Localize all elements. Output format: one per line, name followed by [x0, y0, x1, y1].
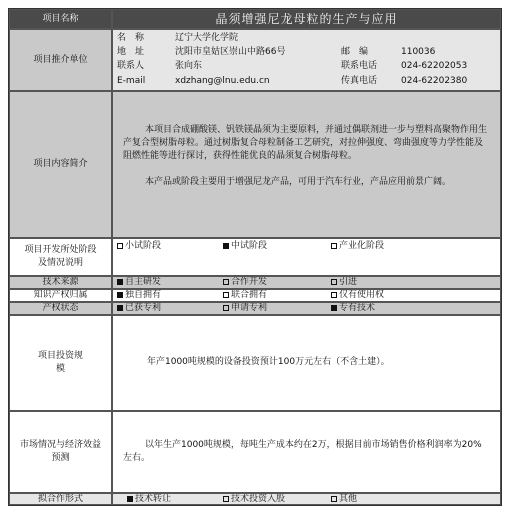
unit-address-value: 沈阳市皇姑区崇山中路66号 — [175, 47, 286, 57]
investment-text: 年产1000吨规模的设备投资预计100万元左右（不含土建）。 — [147, 357, 390, 367]
unit-contact-value: 张向东 — [175, 61, 203, 71]
checkbox-icon — [331, 292, 337, 298]
cooperation-option-equity[interactable]: 技术投资入股 — [223, 494, 285, 505]
ip-owner-option-sole[interactable]: 独自拥有 — [117, 290, 161, 301]
ip-owner-label: 知识产权归属 — [33, 290, 88, 300]
ip-status-option-applying[interactable]: 申请专利 — [223, 303, 267, 314]
cooperation-option-other[interactable]: 其他 — [331, 494, 357, 505]
unit-label: 项目推介单位 — [33, 54, 88, 65]
stage-option-pilot-mid[interactable]: 中试阶段 — [223, 241, 267, 252]
investment-text-cell — [112, 315, 501, 411]
ip-status-option-patented[interactable]: 已获专利 — [117, 303, 161, 314]
header-label: 项目名称 — [42, 13, 79, 24]
content-paragraph-2: 本产品或阶段主要用于增强尼龙产品，可用于汽车行业，产品应用前景广阔。 — [145, 177, 452, 187]
stage-options-cell — [112, 238, 501, 276]
checkbox-checked-icon — [223, 243, 229, 249]
ip-status-options-cell — [112, 302, 501, 315]
unit-name-key: 名 称 — [117, 33, 145, 43]
unit-phone-key: 联系电话 — [341, 61, 378, 71]
content-text-cell — [112, 91, 501, 238]
stage-label: 项目开发所处阶段及情况说明 — [24, 245, 97, 268]
content-paragraph-1: 本项目合成硼酸镁、钒铁镁晶须为主要原料，并通过偶联剂进一步与塑料高聚物作用生产复合型树脂母粒。通过树脂复合母粒制备工艺研究，对拉伸强度、弯曲强度等力学性能及阻燃性能等进行探讨，获得性能优良的晶须复合树脂母粒。 — [123, 125, 488, 161]
market-label-cell — [9, 411, 112, 493]
ip-owner-option-joint[interactable]: 联合拥有 — [223, 290, 267, 301]
investment-label: 项目投资规模 — [37, 351, 83, 374]
market-text-cell — [112, 411, 501, 493]
stage-option-pilot-small[interactable]: 小试阶段 — [117, 241, 161, 252]
content-label-cell — [9, 91, 112, 238]
stage-label-cell — [9, 238, 112, 276]
cooperation-option-transfer[interactable]: 技术转让 — [127, 494, 171, 505]
header-title-cell — [112, 9, 501, 29]
unit-postcode-value: 110036 — [401, 47, 436, 57]
market-text: 以年生产1000吨规模，每吨生产成本约在2万，根据目前市场销售价格利润率为20%左右。 — [123, 440, 482, 463]
project-title: 晶须增强尼龙母粒的生产与应用 — [215, 11, 398, 26]
unit-fax-value: 024-62202380 — [401, 76, 468, 86]
ip-status-label: 产权状态 — [42, 303, 79, 313]
unit-postcode-key: 邮 编 — [341, 47, 369, 57]
tech-source-option-joint[interactable]: 合作开发 — [223, 277, 267, 288]
unit-label-cell — [9, 29, 112, 91]
unit-name-value: 辽宁大学化学院 — [175, 33, 239, 43]
checkbox-checked-icon — [117, 292, 123, 298]
checkbox-icon — [223, 305, 229, 311]
checkbox-checked-icon — [127, 496, 133, 502]
checkbox-checked-icon — [331, 305, 337, 311]
unit-phone-value: 024-62202053 — [401, 61, 468, 71]
tech-source-option-self[interactable]: 自主研发 — [117, 277, 161, 288]
ip-status-label-cell — [9, 302, 112, 315]
unit-fax-key: 传真电话 — [341, 76, 378, 86]
tech-source-label-cell — [9, 276, 112, 289]
cooperation-label-cell — [9, 493, 112, 505]
checkbox-icon — [331, 243, 337, 249]
unit-contact-key: 联系人 — [117, 61, 145, 71]
checkbox-checked-icon — [117, 305, 123, 311]
ip-status-option-proprietary[interactable]: 专有技术 — [331, 303, 375, 314]
unit-address-key: 地 址 — [117, 47, 145, 57]
unit-info-cell — [112, 29, 501, 91]
project-form — [8, 8, 502, 506]
cooperation-label: 拟合作形式 — [37, 493, 83, 504]
checkbox-icon — [117, 243, 123, 249]
ip-owner-option-use-only[interactable]: 仅有使用权 — [331, 290, 384, 301]
tech-source-options-cell — [112, 276, 501, 289]
checkbox-icon — [223, 279, 229, 285]
tech-source-label: 技术来源 — [42, 277, 79, 287]
unit-email-key: E-mail — [117, 76, 146, 86]
ip-owner-options-cell — [112, 289, 501, 302]
market-label: 市场情况与经济效益预测 — [19, 440, 101, 463]
tech-source-option-import[interactable]: 引进 — [331, 277, 357, 288]
investment-label-cell — [9, 315, 112, 411]
header-label-cell — [9, 9, 112, 29]
checkbox-icon — [331, 279, 337, 285]
checkbox-icon — [223, 292, 229, 298]
checkbox-checked-icon — [117, 279, 123, 285]
content-label: 项目内容简介 — [33, 159, 88, 169]
unit-email-value: xdzhang@lnu.edu.cn — [175, 76, 270, 86]
checkbox-icon — [223, 496, 229, 502]
checkbox-icon — [331, 496, 337, 502]
ip-owner-label-cell — [9, 289, 112, 302]
cooperation-options-cell — [112, 493, 501, 505]
stage-option-industrial[interactable]: 产业化阶段 — [331, 241, 384, 252]
